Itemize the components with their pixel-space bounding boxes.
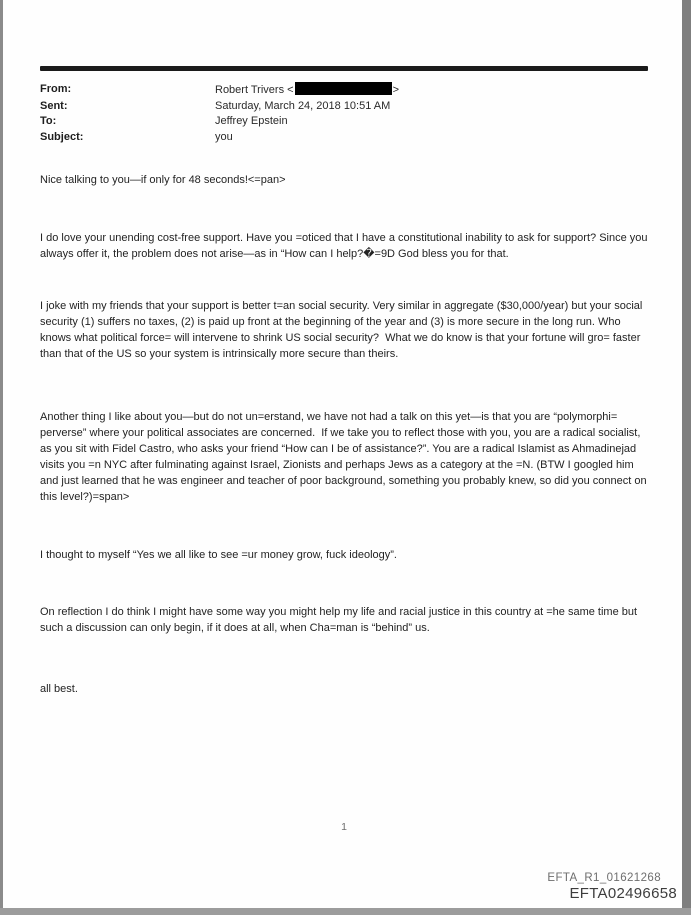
header-row-to (40, 114, 650, 130)
email-signoff: all best. (40, 683, 78, 695)
email-paragraph: I thought to myself “Yes we all like to see =ur money grow, fuck ideology”. (40, 549, 397, 561)
from-label: From: (40, 83, 72, 95)
bates-number-large: EFTA02496658 (569, 885, 677, 902)
bates-stamps (547, 872, 677, 902)
from-value (215, 82, 399, 99)
email-paragraph: I do love your unending cost-free support. Have you =oticed that I have a constitutional inability to ask for support? Since you always offer it, the problem does not arise—as in “How can I help?�=9D God bless you for that. (40, 232, 651, 260)
email-paragraph: I joke with my friends that your support is better t=an social security. Very similar in aggregate ($30,000/year) but your social security (1) suffers no taxes, (2) is paid up front at the beginning of the year and (3) is more secure in the long run. Who knows what political force= will intervene to shrink US social security? What we do know is that your fortune will gro= faster than that of the US so your system is intrinsically more secure than theirs. (40, 300, 646, 360)
email-paragraph: Another thing I like about you—but do not un=erstand, we have not had a talk on this yet—is that you are “polymorphi= perverse” where your political associates are concerned. If we take you to reflect those with you, you are a radical socialist, as you sit with Fidel Castro, who asks your friend “How can I be of assistance?”. You are a radical Islamist as Ahmadinejad visits you =n NYC after fulminating against Israel, Zionists and perhaps Jews as a category at the =N. (BTW I googled him and just learned that he was engineer and teacher of poor background, something you probably knew, so did you connect on this level?)=span> (40, 411, 650, 503)
header-row-subject (40, 130, 650, 146)
page-number: 1 (341, 821, 347, 833)
from-name-close: > (392, 84, 399, 96)
page-edge-left (0, 0, 3, 915)
sent-value: Saturday, March 24, 2018 10:51 AM (215, 99, 391, 112)
subject-label: Subject: (40, 130, 84, 143)
header-divider-bar (40, 66, 648, 71)
header-row-from (40, 82, 650, 99)
header-row-sent (40, 99, 650, 115)
page-edge-bottom (0, 908, 691, 915)
to-label: To: (40, 115, 57, 127)
sent-label: Sent: (40, 99, 68, 112)
to-value: Jeffrey Epstein (215, 115, 288, 127)
bates-number-small: EFTA_R1_01621268 (547, 872, 661, 884)
email-paragraph: Nice talking to you—if only for 48 seconds!<=pan> (40, 174, 286, 186)
email-paragraph: On reflection I do think I might have some way you might help my life and racial justice in this country at =he same time but such a discussion can only begin, if it does at all, when Cha=man is “behind” us. (40, 606, 641, 634)
subject-value: you (215, 130, 233, 143)
page-edge-right (682, 0, 691, 915)
from-name-text: Robert Trivers < (215, 84, 294, 96)
email-header (40, 82, 650, 145)
redaction-box (295, 82, 392, 95)
